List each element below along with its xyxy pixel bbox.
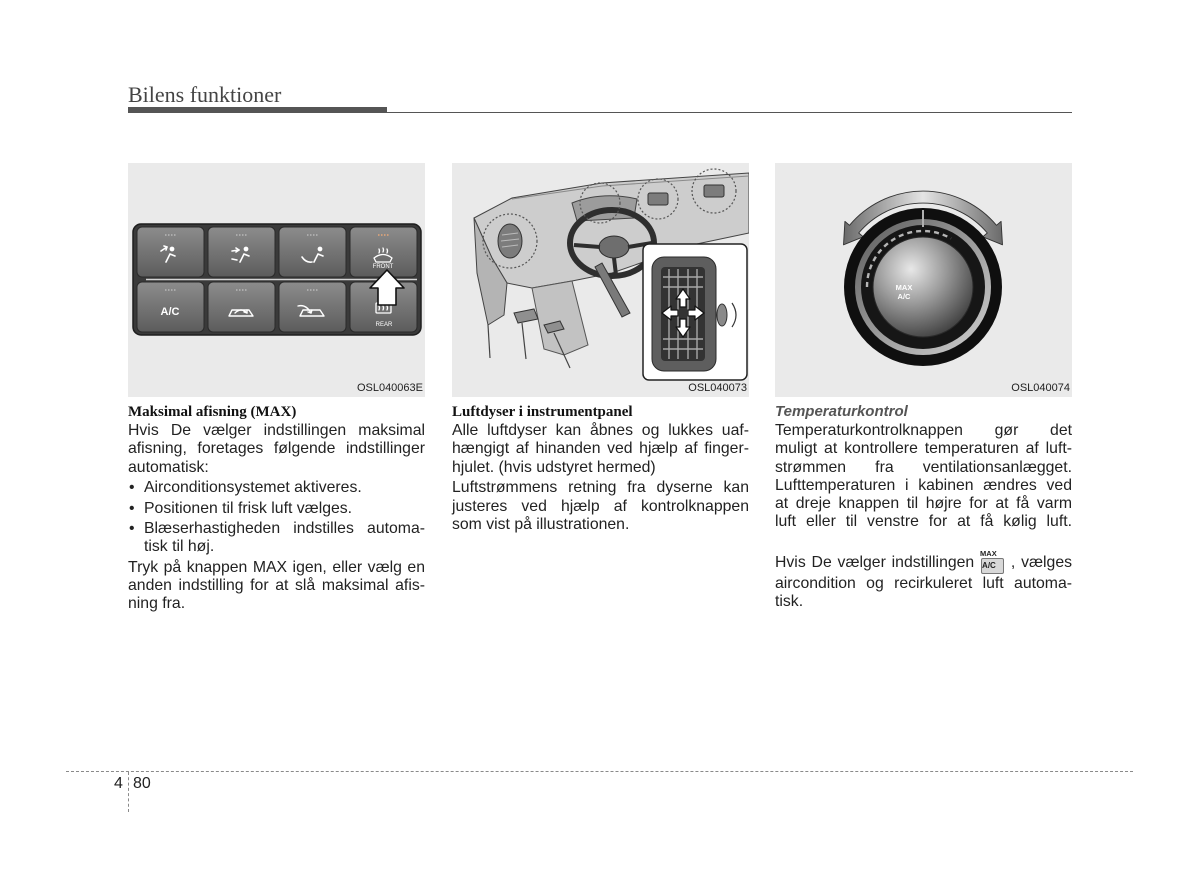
text-line: Tryk på knappen MAX igen, eller vælg en	[128, 558, 425, 576]
vent-face-button	[137, 227, 204, 277]
text-line: Positionen til frisk luft vælges.	[144, 499, 353, 517]
vent-floor-button	[279, 227, 346, 277]
text-line: Luftstrømmens retning fra dyserne kan	[452, 479, 749, 497]
page-section-title: Bilens funktioner	[128, 82, 282, 107]
chapter-number: 4	[114, 775, 123, 792]
right-vent	[704, 185, 724, 197]
dashboard-illustration	[452, 163, 749, 397]
fresh-air-button	[279, 282, 346, 332]
text-line: Alle luftdyser kan åbnes og lukkes uaf-	[452, 422, 749, 439]
text-line: aircondition og recirkuleret luft automa-	[775, 574, 1072, 592]
text-line: muligt at kontrollere temperaturen af luft-	[775, 440, 1072, 458]
text-line: tisk til høj.	[144, 538, 215, 556]
section-max-defrost	[128, 402, 425, 616]
bullet-marker: •	[129, 499, 135, 517]
list-item	[128, 520, 425, 557]
paragraph	[775, 549, 1072, 612]
section-heading: Luftdyser i instrumentpanel	[452, 404, 633, 420]
figure-temperature-knob	[775, 163, 1072, 397]
figure-dashboard-vents	[452, 163, 749, 397]
bullet-marker: •	[129, 519, 135, 537]
text-line-with-icon	[775, 549, 1072, 575]
text-line: at dreje knappen til højre for at få varm	[775, 495, 1072, 513]
paragraph	[775, 422, 1072, 532]
rear-label: REAR	[375, 322, 393, 328]
max-ac-button-icon	[980, 549, 1005, 574]
center-console	[532, 281, 588, 355]
text-line: automatisk:	[128, 458, 209, 476]
vent-bilevel-button	[208, 227, 275, 277]
text-line: Lufttemperaturen i kabinen ændres ved	[775, 476, 1072, 494]
list-item	[128, 479, 425, 497]
text-line: afisning, foretages følgende indstillinger	[128, 440, 425, 458]
header-rule-thick	[128, 107, 387, 113]
front-label: FRONT	[372, 264, 394, 270]
text-line: Airconditionsystemet aktiveres.	[144, 479, 362, 497]
center-vent	[648, 193, 668, 205]
recirculation-button	[208, 282, 275, 332]
section-temperature-control	[775, 402, 1072, 614]
text-before-icon: Hvis De vælger indstillingen	[775, 553, 975, 571]
text-line: anden indstilling for at slå maksimal afis-	[128, 576, 425, 594]
footer-page-divider	[128, 772, 129, 812]
ac-label: A/C	[160, 306, 180, 318]
text-after-icon: , vælges	[1010, 553, 1073, 571]
figure-code: OSL040063E	[356, 382, 423, 394]
figure-code: OSL040073	[688, 382, 747, 394]
text-line: tisk.	[775, 593, 804, 611]
figure-climate-buttons	[128, 163, 425, 397]
knob-ac-label: A/C	[897, 292, 911, 301]
paragraph	[128, 422, 425, 477]
figure-code: OSL040074	[1011, 382, 1070, 394]
section-heading: Maksimal afisning (MAX)	[128, 404, 297, 420]
knob-max-label: MAX	[895, 283, 913, 292]
text-line: hængigt af hinanden ved hjælp af finger-	[452, 440, 749, 458]
section-dashboard-vents	[452, 402, 749, 537]
paragraph	[128, 559, 425, 614]
footer-divider	[66, 771, 1133, 772]
climate-button-panel-illustration	[128, 163, 425, 397]
max-ac-icon-top-label: MAX	[980, 548, 997, 558]
section-heading: Temperaturkontrol	[775, 403, 908, 420]
text-line: ning fra.	[128, 595, 186, 613]
text-line: Temperaturkontrolknappen gør det	[775, 422, 1072, 439]
text-line: Hvis De vælger indstillingen maksimal	[128, 422, 425, 439]
paragraph	[452, 479, 749, 534]
thumbwheel-icon	[717, 304, 727, 326]
text-line: hjulet. (hvis udstyret hermed)	[452, 458, 656, 476]
paragraph	[452, 422, 749, 477]
bullet-marker: •	[129, 479, 135, 497]
text-line: luft eller til venstre for at få kølig luft.	[775, 513, 1072, 531]
text-line: strømmen fra ventilationsanlægget.	[775, 458, 1072, 476]
max-ac-icon-bottom-label: A/C	[981, 558, 1004, 574]
text-line: som vist på illustrationen.	[452, 515, 630, 533]
temperature-knob-illustration	[775, 163, 1072, 397]
text-line: justeres ved hjælp af kontrolknappen	[452, 497, 749, 515]
text-line: Blæserhastigheden indstilles automa-	[144, 519, 425, 537]
page-number: 80	[133, 775, 151, 792]
list-item	[128, 500, 425, 518]
header-rule-thin	[387, 112, 1072, 113]
steering-hub	[599, 236, 629, 258]
temperature-knob-icon	[873, 237, 973, 337]
